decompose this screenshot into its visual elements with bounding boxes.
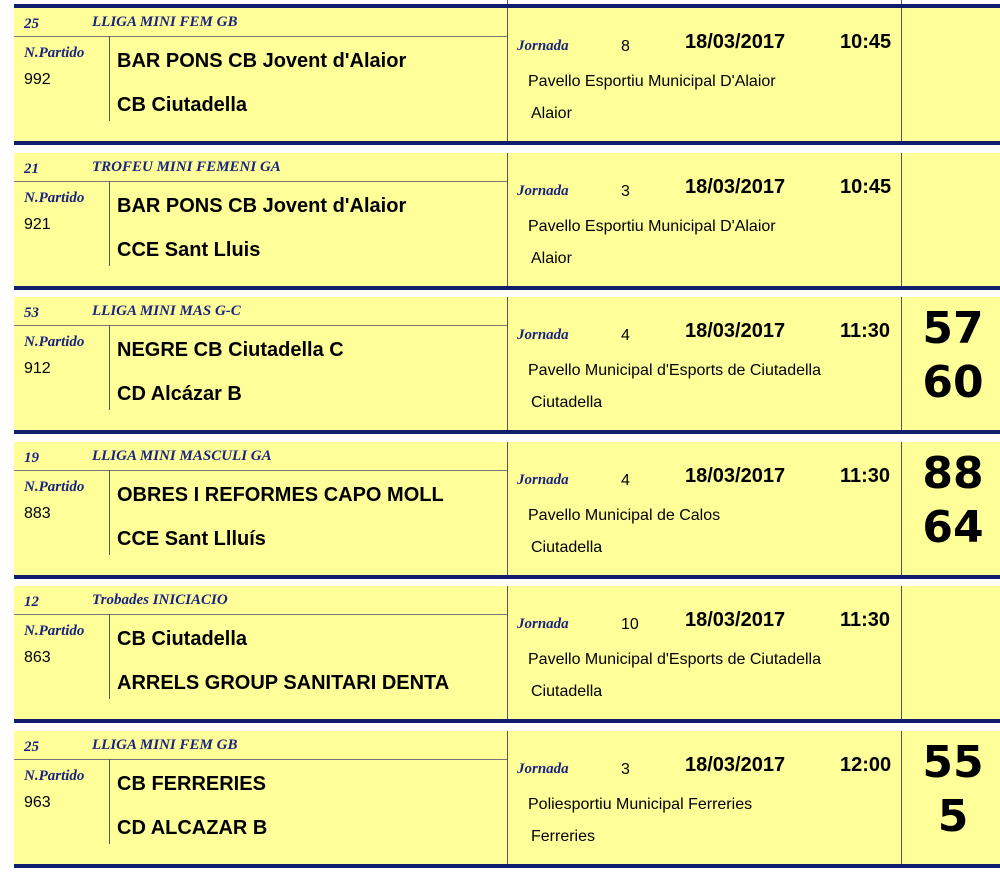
competition-name: Trobades INICIACIO: [92, 592, 228, 608]
column-divider: [507, 153, 508, 286]
column-divider: [901, 586, 902, 719]
header-rule: [14, 36, 507, 37]
team-divider: [109, 325, 110, 410]
team-divider: [109, 759, 110, 844]
match-date: 18/03/2017: [685, 753, 786, 776]
venue-town: Ciutadella: [531, 683, 603, 700]
card-divider: [14, 141, 1000, 145]
header-rule: [14, 614, 507, 615]
competition-name: TROFEU MINI FEMENI GA: [92, 158, 281, 175]
away-score: 5: [937, 790, 969, 842]
venue-town: Alaior: [531, 105, 572, 122]
venue-name: Poliesportiu Municipal Ferreries: [528, 795, 753, 813]
home-team: CB Ciutadella: [117, 628, 248, 650]
group-number: 25: [24, 738, 39, 755]
away-team: CD ALCAZAR B: [117, 816, 268, 839]
match-card: [14, 297, 1000, 434]
match-number-label: N.Partido: [24, 478, 85, 495]
match-date: 18/03/2017: [685, 609, 786, 631]
team-divider: [109, 614, 110, 699]
match-number-label: N.Partido: [24, 45, 85, 61]
column-divider: [507, 586, 508, 719]
header-rule: [14, 470, 507, 471]
competition-name: LLIGA MINI MAS G-C: [92, 303, 241, 319]
match-time: 10:45: [840, 31, 892, 53]
match-number-label: N.Partido: [24, 189, 85, 206]
round-number: 10: [621, 616, 639, 633]
match-date: 18/03/2017: [685, 320, 786, 342]
round-number: 3: [621, 760, 630, 778]
match-time: 11:30: [840, 464, 891, 487]
round-label: Jornada: [517, 182, 569, 199]
team-divider: [109, 470, 110, 555]
column-divider: [507, 731, 508, 864]
group-number: 21: [24, 160, 39, 177]
column-divider: [507, 442, 508, 575]
home-score: 88: [922, 447, 984, 499]
column-divider: [507, 297, 508, 430]
header-rule: [14, 181, 507, 182]
round-number: 4: [621, 327, 630, 344]
away-team: CB Ciutadella: [117, 94, 248, 116]
column-divider: [901, 153, 902, 286]
team-divider: [109, 36, 110, 121]
home-team: CB FERRERIES: [117, 772, 266, 795]
match-date: 18/03/2017: [685, 464, 786, 487]
home-team: OBRES I REFORMES CAPO MOLL: [117, 483, 444, 506]
header-rule: [14, 759, 507, 760]
match-number: 912: [24, 360, 51, 377]
venue-name: Pavello Municipal d'Esports de Ciutadella: [528, 651, 821, 668]
group-number: 19: [24, 449, 39, 466]
match-date: 18/03/2017: [685, 31, 786, 53]
away-team: CD Alcázar B: [117, 383, 242, 405]
venue-name: Pavello Esportiu Municipal D'Alaior: [528, 73, 776, 90]
home-score: 55: [922, 736, 984, 788]
match-time: 10:45: [840, 175, 892, 198]
venue-name: Pavello Esportiu Municipal D'Alaior: [528, 217, 776, 235]
round-number: 3: [621, 182, 630, 200]
match-time: 12:00: [840, 753, 892, 776]
round-label: Jornada: [517, 471, 569, 488]
card-divider: [14, 430, 1000, 434]
match-number: 883: [24, 504, 51, 522]
match-number: 863: [24, 649, 51, 666]
home-score: 57: [922, 303, 984, 354]
match-number: 921: [24, 215, 51, 233]
column-divider: [901, 297, 902, 430]
venue-town: Ferreries: [531, 827, 596, 845]
home-team: NEGRE CB Ciutadella C: [117, 339, 344, 361]
group-number: 53: [24, 305, 39, 321]
match-card: [14, 153, 1000, 290]
round-label: Jornada: [517, 616, 569, 632]
away-team: CCE Sant Llluís: [117, 527, 266, 550]
away-score: 64: [922, 501, 984, 553]
venue-name: Pavello Municipal de Calos: [528, 506, 721, 524]
match-card: [14, 586, 1000, 723]
away-team: CCE Sant Lluis: [117, 238, 261, 261]
round-label: Jornada: [517, 327, 569, 343]
venue-town: Alaior: [531, 249, 572, 267]
home-team: BAR PONS CB Jovent d'Alaior: [117, 50, 407, 72]
match-number-label: N.Partido: [24, 623, 85, 639]
away-score: 60: [922, 357, 984, 408]
match-time: 11:30: [840, 609, 891, 631]
group-number: 25: [24, 16, 39, 32]
match-card: [14, 8, 1000, 145]
match-number: 963: [24, 793, 51, 811]
round-number: 4: [621, 471, 630, 489]
competition-name: LLIGA MINI FEM GB: [92, 14, 238, 30]
round-label: Jornada: [517, 760, 569, 777]
home-team: BAR PONS CB Jovent d'Alaior: [117, 194, 407, 217]
card-divider: [14, 286, 1000, 290]
away-team: ARRELS GROUP SANITARI DENTA: [117, 672, 450, 694]
header-rule: [14, 325, 507, 326]
match-number: 992: [24, 71, 51, 88]
match-number-label: N.Partido: [24, 767, 85, 784]
column-divider: [507, 8, 508, 141]
card-divider: [14, 864, 1000, 868]
competition-name: LLIGA MINI MASCULI GA: [92, 447, 272, 464]
venue-town: Ciutadella: [531, 394, 603, 411]
top-divider-tick: [901, 0, 902, 4]
team-divider: [109, 181, 110, 266]
column-divider: [901, 731, 902, 864]
venue-name: Pavello Municipal d'Esports de Ciutadella: [528, 362, 821, 379]
round-number: 8: [621, 38, 630, 55]
card-divider: [14, 719, 1000, 723]
column-divider: [901, 8, 902, 141]
competition-name: LLIGA MINI FEM GB: [92, 736, 238, 753]
match-time: 11:30: [840, 320, 891, 342]
column-divider: [901, 442, 902, 575]
top-divider-tick: [507, 0, 508, 4]
match-card: [14, 731, 1000, 868]
card-divider: [14, 575, 1000, 579]
venue-town: Ciutadella: [531, 538, 603, 556]
match-card: [14, 442, 1000, 579]
match-number-label: N.Partido: [24, 334, 85, 350]
group-number: 12: [24, 594, 39, 610]
round-label: Jornada: [517, 38, 569, 54]
match-date: 18/03/2017: [685, 175, 786, 198]
